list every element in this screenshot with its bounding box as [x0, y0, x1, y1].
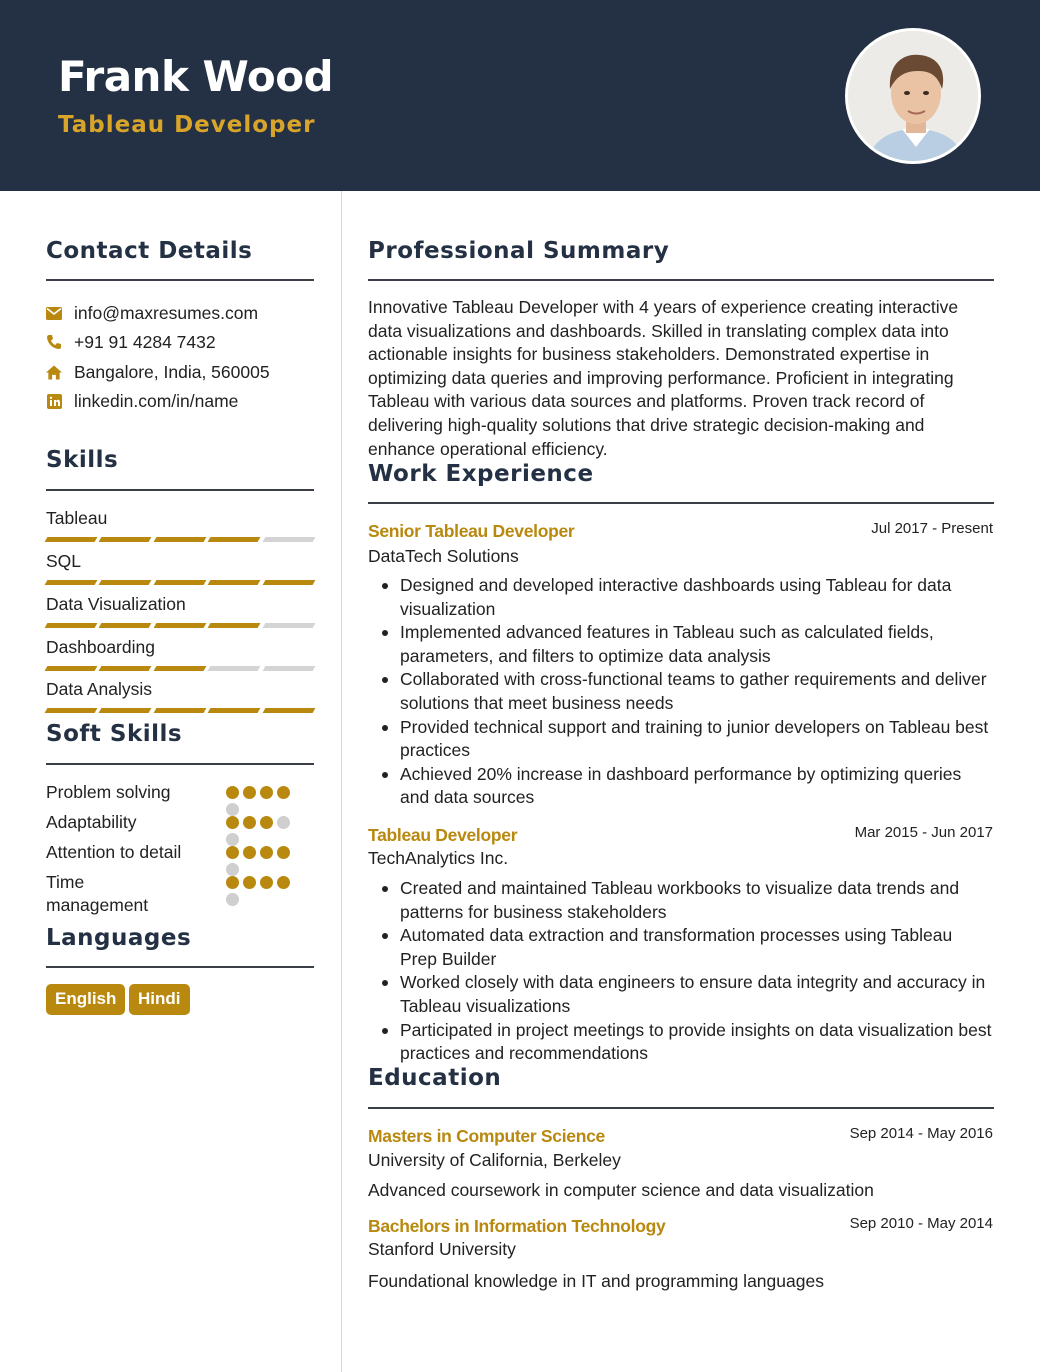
- rating-segment: [153, 666, 206, 671]
- job-title: Tableau Developer: [368, 825, 518, 845]
- rating-dot: [226, 846, 239, 859]
- skill-label: Tableau: [46, 508, 108, 528]
- soft-skill-rating: [226, 876, 300, 906]
- contact-email[interactable]: [46, 302, 258, 324]
- contact-location: [46, 361, 270, 383]
- job-company: DataTech Solutions: [368, 546, 519, 566]
- rating-dot: [260, 846, 273, 859]
- rating-dot: [277, 846, 290, 859]
- rating-segment: [208, 580, 261, 585]
- skill-label: SQL: [46, 551, 82, 571]
- education-section-rule: [368, 1107, 994, 1109]
- list-item: Collaborated with cross-functional teams to gather requirements and deliver solutions that meet business needs: [368, 668, 993, 715]
- rating-segment: [99, 708, 152, 713]
- soft-skill-label: Adaptability: [46, 812, 137, 832]
- rating-segment: [99, 537, 152, 542]
- contact-section-rule: [46, 279, 314, 281]
- contact-phone[interactable]: [46, 331, 216, 353]
- rating-segment: [208, 623, 261, 628]
- contact-linkedin-text: linkedin.com/in/name: [74, 390, 239, 411]
- linkedin-icon: [46, 393, 62, 409]
- contact-location-text: Bangalore, India, 560005: [74, 361, 270, 382]
- job-date: Mar 2015 - Jun 2017: [854, 824, 993, 841]
- languages-section-title: Languages: [46, 925, 192, 951]
- rating-dot: [226, 816, 239, 829]
- rating-segment: [99, 580, 152, 585]
- soft-skill-rating: [226, 786, 300, 816]
- experience-section-title: Work Experience: [368, 461, 594, 487]
- rating-segment: [45, 623, 98, 628]
- job-company: TechAnalytics Inc.: [368, 848, 509, 868]
- summary-section-rule: [368, 279, 994, 281]
- list-item: Provided technical support and training to junior developers on Tableau best practices: [368, 716, 993, 763]
- rating-segment: [262, 537, 315, 542]
- rating-segment: [262, 708, 315, 713]
- education-section-title: Education: [368, 1065, 502, 1091]
- skill-rating-bar: [46, 580, 314, 585]
- rating-dot: [277, 876, 290, 889]
- rating-segment: [262, 580, 315, 585]
- rating-segment: [45, 537, 98, 542]
- degree-date: Sep 2010 - May 2014: [849, 1215, 993, 1232]
- rating-segment: [208, 708, 261, 713]
- list-item: Achieved 20% increase in dashboard performance by optimizing queries and data sources: [368, 763, 993, 810]
- summary-section-title: Professional Summary: [368, 238, 670, 264]
- rating-dot: [226, 863, 239, 876]
- rating-segment: [153, 537, 206, 542]
- soft-skills-section-rule: [46, 763, 314, 765]
- soft-skill-label: Time management: [46, 872, 149, 915]
- soft-skill-rating: [226, 816, 300, 846]
- job-title: Senior Tableau Developer: [368, 521, 575, 541]
- skill-rating-bar: [46, 623, 314, 628]
- school-name: Stanford University: [368, 1239, 516, 1259]
- home-icon: [46, 364, 62, 380]
- profile-photo: [845, 28, 981, 164]
- rating-segment: [262, 666, 315, 671]
- rating-dot: [243, 786, 256, 799]
- resume-header: [0, 0, 1040, 191]
- rating-dot: [226, 833, 239, 846]
- contact-section-title: Contact Details: [46, 238, 253, 264]
- contact-phone-text: +91 91 4284 7432: [74, 331, 216, 352]
- column-divider: [341, 191, 342, 1372]
- skill-rating-bar: [46, 537, 314, 542]
- languages-section-rule: [46, 966, 314, 968]
- rating-segment: [153, 708, 206, 713]
- skill-rating-bar: [46, 708, 314, 713]
- phone-icon: [46, 334, 62, 350]
- rating-segment: [153, 580, 206, 585]
- rating-dot: [277, 816, 290, 829]
- rating-segment: [45, 580, 98, 585]
- rating-dot: [226, 876, 239, 889]
- rating-dot: [243, 816, 256, 829]
- job-date: Jul 2017 - Present: [871, 520, 993, 537]
- soft-skill-label: Attention to detail: [46, 842, 182, 862]
- rating-dot: [226, 893, 239, 906]
- skill-rating-bar: [46, 666, 314, 671]
- rating-dot: [260, 786, 273, 799]
- skills-section-rule: [46, 489, 314, 491]
- summary-text: Innovative Tableau Developer with 4 years of experience creating interactive data visualizations and dashboards. Skilled in translating complex data into actionable insights for business stakeholders. Demonstrated expertise in optimizing data queries and improving performance. Proficient in integrating Tableau with various data sources and platforms. Proven track record of delivering high-quality solutions that drive strategic decision-making and enhance operational efficiency.: [368, 297, 959, 459]
- rating-dot: [260, 816, 273, 829]
- rating-segment: [153, 623, 206, 628]
- skills-section-title: Skills: [46, 447, 119, 473]
- rating-segment: [99, 666, 152, 671]
- rating-dot: [243, 876, 256, 889]
- rating-segment: [99, 623, 152, 628]
- candidate-name: Frank Wood: [58, 52, 334, 101]
- list-item: Implemented advanced features in Tableau such as calculated fields, parameters, and filters to optimize data analysis: [368, 621, 993, 668]
- rating-segment: [45, 708, 98, 713]
- degree-title: Masters in Computer Science: [368, 1126, 605, 1146]
- candidate-role: Tableau Developer: [58, 112, 316, 138]
- rating-segment: [208, 666, 261, 671]
- skill-label: Dashboarding: [46, 637, 155, 657]
- soft-skill-label: Problem solving: [46, 782, 171, 802]
- job-bullets: [368, 574, 993, 810]
- degree-description: Advanced coursework in computer science and data visualization: [368, 1180, 874, 1200]
- degree-date: Sep 2014 - May 2016: [849, 1125, 993, 1142]
- rating-segment: [262, 623, 315, 628]
- experience-section-rule: [368, 502, 994, 504]
- degree-title: Bachelors in Information Technology: [368, 1216, 666, 1236]
- contact-email-text: info@maxresumes.com: [74, 302, 259, 323]
- rating-dot: [226, 803, 239, 816]
- list-item: Participated in project meetings to provide insights on data visualization best practices and recommendations: [368, 1019, 993, 1066]
- rating-dot: [243, 846, 256, 859]
- list-item: Created and maintained Tableau workbooks to visualize data trends and patterns for business stakeholders: [368, 877, 993, 924]
- language-tag: Hindi: [129, 984, 190, 1015]
- list-item: Designed and developed interactive dashboards using Tableau for data visualization: [368, 574, 993, 621]
- rating-dot: [226, 786, 239, 799]
- rating-dot: [260, 876, 273, 889]
- list-item: Automated data extraction and transformation processes using Tableau Prep Builder: [368, 924, 993, 971]
- skill-label: Data Visualization: [46, 594, 186, 614]
- rating-dot: [277, 786, 290, 799]
- soft-skills-section-title: Soft Skills: [46, 721, 183, 747]
- contact-linkedin[interactable]: [46, 390, 238, 412]
- envelope-icon: [46, 305, 62, 321]
- rating-segment: [45, 666, 98, 671]
- skill-label: Data Analysis: [46, 679, 153, 699]
- language-tag: English: [46, 984, 125, 1015]
- school-name: University of California, Berkeley: [368, 1150, 621, 1170]
- soft-skill-rating: [226, 846, 300, 876]
- degree-description: Foundational knowledge in IT and programming languages: [368, 1271, 824, 1291]
- job-bullets: [368, 877, 993, 1066]
- list-item: Worked closely with data engineers to ensure data integrity and accuracy in Tableau visualizations: [368, 971, 993, 1018]
- rating-segment: [208, 537, 261, 542]
